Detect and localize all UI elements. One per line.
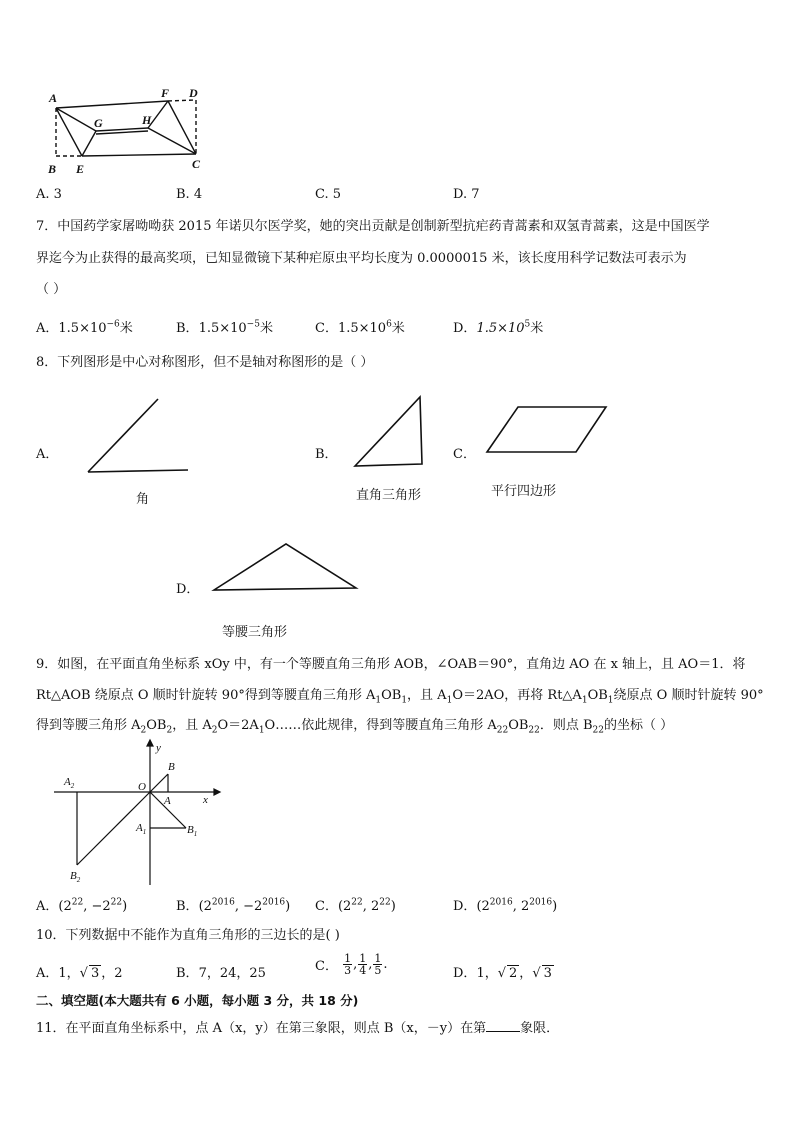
q8-option-b-letter[interactable]: B．: [315, 447, 338, 462]
q6-option-d[interactable]: D. 7: [453, 187, 480, 202]
q9-label-a2: $A_2$: [64, 776, 75, 790]
q8-caption-b: 直角三角形: [356, 488, 422, 503]
q8-option-d-letter[interactable]: D．: [176, 582, 200, 597]
q6-label-e: E: [76, 162, 85, 176]
q7-stem-line3: （ ）: [36, 282, 67, 297]
q8-stem: 8．下列图形是中心对称图形，但不是轴对称图形的是（ ）: [36, 355, 374, 370]
q10-frac-1: $\frac{1}{3}$: [344, 952, 352, 977]
q10-frac-2: $\frac{1}{4}$: [359, 952, 367, 977]
q8-figure-right-triangle: [350, 392, 430, 472]
q6-label-c: C: [192, 157, 201, 171]
q7-stem-line1: 7．中国药学家屠呦呦获 2015 年诺贝尔医学奖，她的突出贡献是创制新型抗疟药青蒿素和双氢青蒿素，这是中国医学: [36, 219, 710, 234]
q8-caption-a: 角: [136, 492, 150, 507]
q8-option-a-letter[interactable]: A．: [36, 447, 59, 462]
q10-option-c[interactable]: C． $\frac{1}{3}$ , $\frac{1}{4}$ , $\frac{1}{5}$ .: [315, 952, 388, 977]
q6-dash-fd: [168, 100, 196, 101]
q9-label-b: B: [168, 761, 175, 773]
q6-line-af: [56, 101, 168, 108]
q6-option-c[interactable]: C. 5: [315, 187, 342, 202]
q6-label-d: D: [189, 86, 198, 100]
q6-label-a: A: [49, 91, 58, 105]
q9-option-d[interactable]: D．($2^{2016}$, $2^{2016}$): [453, 897, 558, 914]
q6-label-h: H: [142, 113, 152, 127]
q8-figure-angle: [80, 392, 200, 482]
q8-caption-d: 等腰三角形: [222, 625, 288, 640]
q6-line-eg: [82, 131, 96, 156]
q8-figure-parallelogram: [484, 402, 614, 458]
q9-x-arrow: [214, 789, 220, 795]
q6-line-ec: [82, 154, 196, 156]
q6-line-gh: [96, 128, 148, 131]
q10-option-d[interactable]: D．1，√ 2 ，√ 3: [453, 966, 552, 981]
q9-label-b2: $B_2$: [70, 870, 81, 884]
q8-option-c-letter[interactable]: C．: [453, 447, 476, 462]
q9-y-arrow: [147, 740, 153, 746]
q9-label-y: y: [156, 742, 161, 754]
q10-option-b[interactable]: B．7，24，25: [176, 966, 266, 981]
q8-caption-c: 平行四边形: [491, 484, 557, 499]
q9-stem-line2: Rt△AOB 绕原点 O 顺时针旋转 90°得到等腰直角三角形 $A_1OB_1$，且 $A_1O=2AO$，再将 $Rt\triangle A_1OB_1$绕原点 O 顺时针旋转 90°: [36, 688, 764, 706]
q9-label-x: x: [203, 794, 208, 806]
q9-label-b1: $B_1$: [187, 824, 198, 838]
q6-option-a[interactable]: A. 3: [36, 187, 62, 202]
q7-option-b[interactable]: B．$1.5\times 10^{-5}$米: [176, 319, 273, 336]
q6-label-g: G: [94, 116, 103, 130]
q10-option-a[interactable]: A．1，√ 3 ，2: [36, 966, 123, 981]
q9-option-c[interactable]: C．($2^{22}$, $2^{22}$): [315, 897, 396, 914]
q6-label-b: B: [48, 162, 57, 176]
q8-figure-isosceles-triangle: [210, 540, 360, 595]
q11-stem: 11．在平面直角坐标系中，点 A（x，y）在第三象限，则点 B（x，－y）在第 象限．: [36, 1021, 560, 1036]
q6-figure: [36, 82, 216, 177]
section2-heading: 二、填空题(本大题共有 6 小题，每小题 3 分，共 18 分): [36, 993, 359, 1008]
q10-stem: 10．下列数据中不能作为直角三角形的三边长的是( ): [36, 928, 340, 943]
q7-option-a[interactable]: A．$1.5\times 10^{-6}$米: [36, 319, 133, 336]
q7-option-d[interactable]: D．$1.5\times 10^5$米: [453, 319, 544, 336]
q9-label-a: A: [164, 795, 171, 807]
q6-option-b[interactable]: B. 4: [176, 187, 203, 202]
q6-line-gh2: [96, 131, 148, 134]
q9-stem-line3: 得到等腰三角形 $A_2OB_2$，且 $A_2O=2A_1O\dots\dots$依此规律，得到等腰直角三角形 $A_{22}OB_{22}$．则点 $B_{22}$的坐标（ ）: [36, 718, 674, 736]
q9-option-a[interactable]: A．($2^{22}$, $-2^{22}$): [36, 897, 128, 914]
q7-option-c[interactable]: C．$1.5\times 10^6$米: [315, 319, 405, 336]
q7-stem-line2: 界迄今为止获得的最高奖项，已知显微镜下某种疟原虫平均长度为 0.0000015 米，该长度用科学记数法可表示为: [36, 251, 687, 266]
q11-answer-blank[interactable]: [486, 1019, 520, 1032]
q9-tri0-ob: [150, 774, 168, 792]
q9-option-b[interactable]: B．($2^{2016}$, $-2^{2016}$): [176, 897, 291, 914]
q10-frac-3: $\frac{1}{5}$: [374, 952, 382, 977]
q9-figure: [50, 738, 225, 888]
q9-label-a1: $A_1$: [136, 822, 147, 836]
q9-stem-line1: 9．如图，在平面直角坐标系 xOy 中，有一个等腰直角三角形 AOB，∠OAB＝90°，直角边 AO 在 x 轴上，且 AO＝1．将: [36, 657, 746, 672]
q9-label-o: O: [138, 781, 146, 793]
q6-label-f: F: [161, 86, 170, 100]
